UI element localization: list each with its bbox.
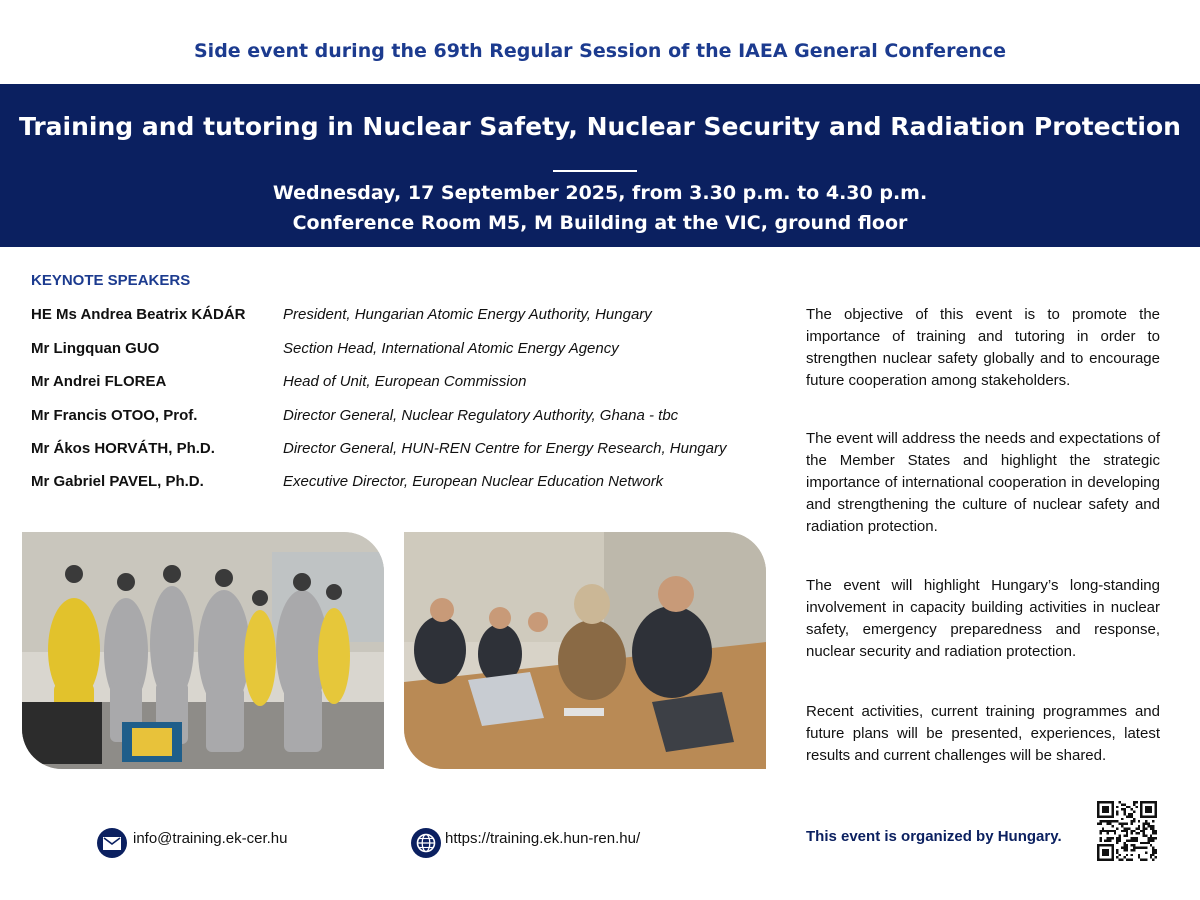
email-link[interactable]: info@training.ek-cer.hu [133,830,288,847]
event-title: Training and tutoring in Nuclear Safety, Nuclear Security and Radiation Protection [19,112,1181,141]
speaker-name: Mr Ákos HORVÁTH, Ph.D. [31,440,215,457]
qr-code[interactable] [1097,801,1157,861]
speaker-role: Director General, Nuclear Regulatory Authority, Ghana - tbc [283,407,679,424]
speaker-role: Executive Director, European Nuclear Education Network [283,473,664,490]
speaker-role: Section Head, International Atomic Energy Agency [283,340,619,357]
side-event-line: Side event during the 69th Regular Session of the IAEA General Conference [194,40,1006,62]
speaker-name: Mr Francis OTOO, Prof. [31,407,198,424]
event-date: Wednesday, 17 September 2025, from 3.30 p.m. to 4.30 p.m. [272,182,928,204]
speaker-name: Mr Andrei FLOREA [31,373,167,390]
organizer-note: This event is organized by Hungary. [806,828,1062,845]
speaker-role: President, Hungarian Atomic Energy Authority, Hungary [283,306,652,323]
description-paragraph: The objective of this event is to promote the importance of training and tutoring in order to strengthen nuclear safety globally and to encourage future cooperation among stakeholders. [806,306,1160,389]
hazmat-team-photo [22,532,384,769]
speaker-name: HE Ms Andrea Beatrix KÁDÁR [31,306,246,323]
envelope-icon [97,828,127,858]
description-paragraph: The event will highlight Hungary’s long-standing involvement in capacity building activities in nuclear safety, emergency preparedness and response, nuclear security and radiation protection. [806,577,1160,660]
speaker-name: Mr Gabriel PAVEL, Ph.D. [31,473,204,490]
speaker-name: Mr Lingquan GUO [31,340,160,357]
globe-icon [411,828,441,858]
description-paragraph: Recent activities, current training programmes and future plans will be presented, experiences, latest results and current challenges will be shared. [806,703,1160,764]
website-link[interactable]: https://training.ek.hun-ren.hu/ [445,830,641,847]
description-paragraph: The event will address the needs and expectations of the Member States and highlight the strategic importance of international cooperation in developing and strengthening the culture of nuclear safety and radiation protection. [806,430,1160,535]
speaker-role: Head of Unit, European Commission [283,373,527,390]
title-divider [553,170,637,172]
conference-audience-photo [404,532,766,769]
event-room: Conference Room M5, M Building at the VIC, ground floor [292,212,908,234]
speaker-role: Director General, HUN-REN Centre for Energy Research, Hungary [283,440,727,457]
keynote-heading: KEYNOTE SPEAKERS [31,272,191,289]
